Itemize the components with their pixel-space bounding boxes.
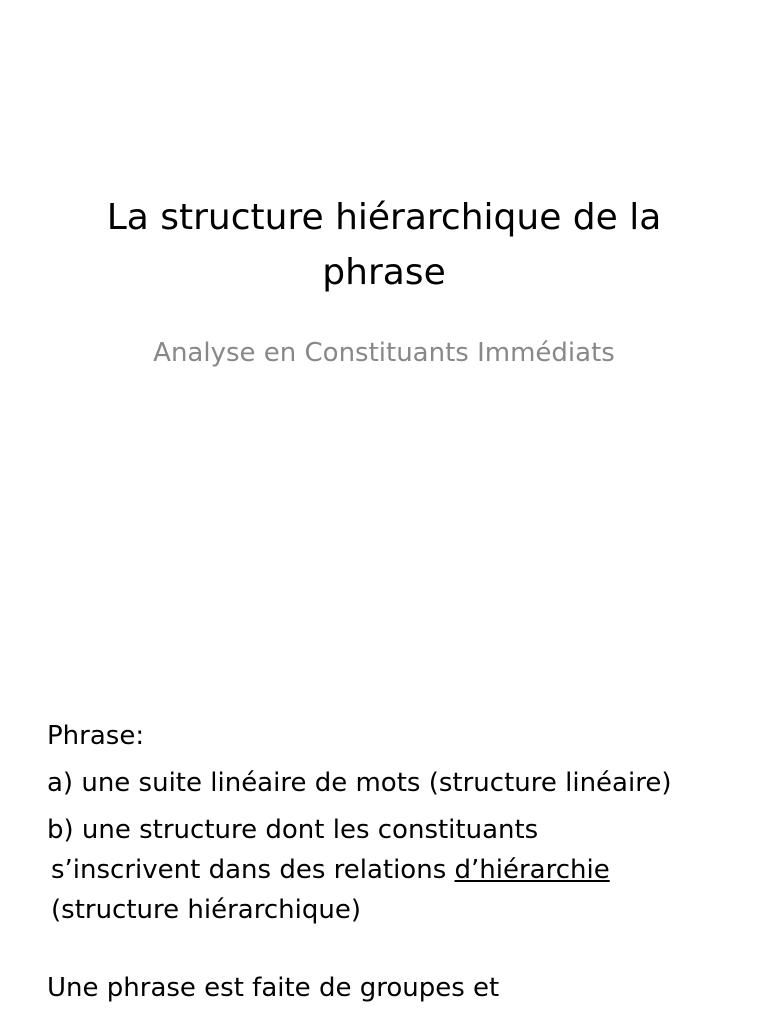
slide-title-line-2: phrase	[322, 252, 446, 293]
list-item-a: a) une suite linéaire de mots (structure linéaire)	[47, 768, 672, 798]
list-item-b-line-2-text: s’inscrivent dans des relations	[51, 855, 455, 885]
list-item-b-line-2	[47, 850, 747, 890]
slide-body	[47, 716, 747, 1008]
list-item-b-line-1: b) une structure dont les constituants	[47, 815, 539, 845]
slide-subtitle: Analyse en Constituants Immédiats	[153, 338, 615, 368]
paragraph-start: Une phrase est faite de groupes et	[47, 973, 500, 1003]
body-heading: Phrase:	[47, 721, 145, 751]
list-item-b-line-3: (structure hiérarchique)	[51, 895, 361, 925]
paragraph-spacer	[47, 930, 747, 970]
underlined-term: d’hiérarchie	[454, 855, 610, 885]
slide-title-line-1: La structure hiérarchique de la	[106, 197, 662, 238]
slide-title	[40, 190, 728, 300]
